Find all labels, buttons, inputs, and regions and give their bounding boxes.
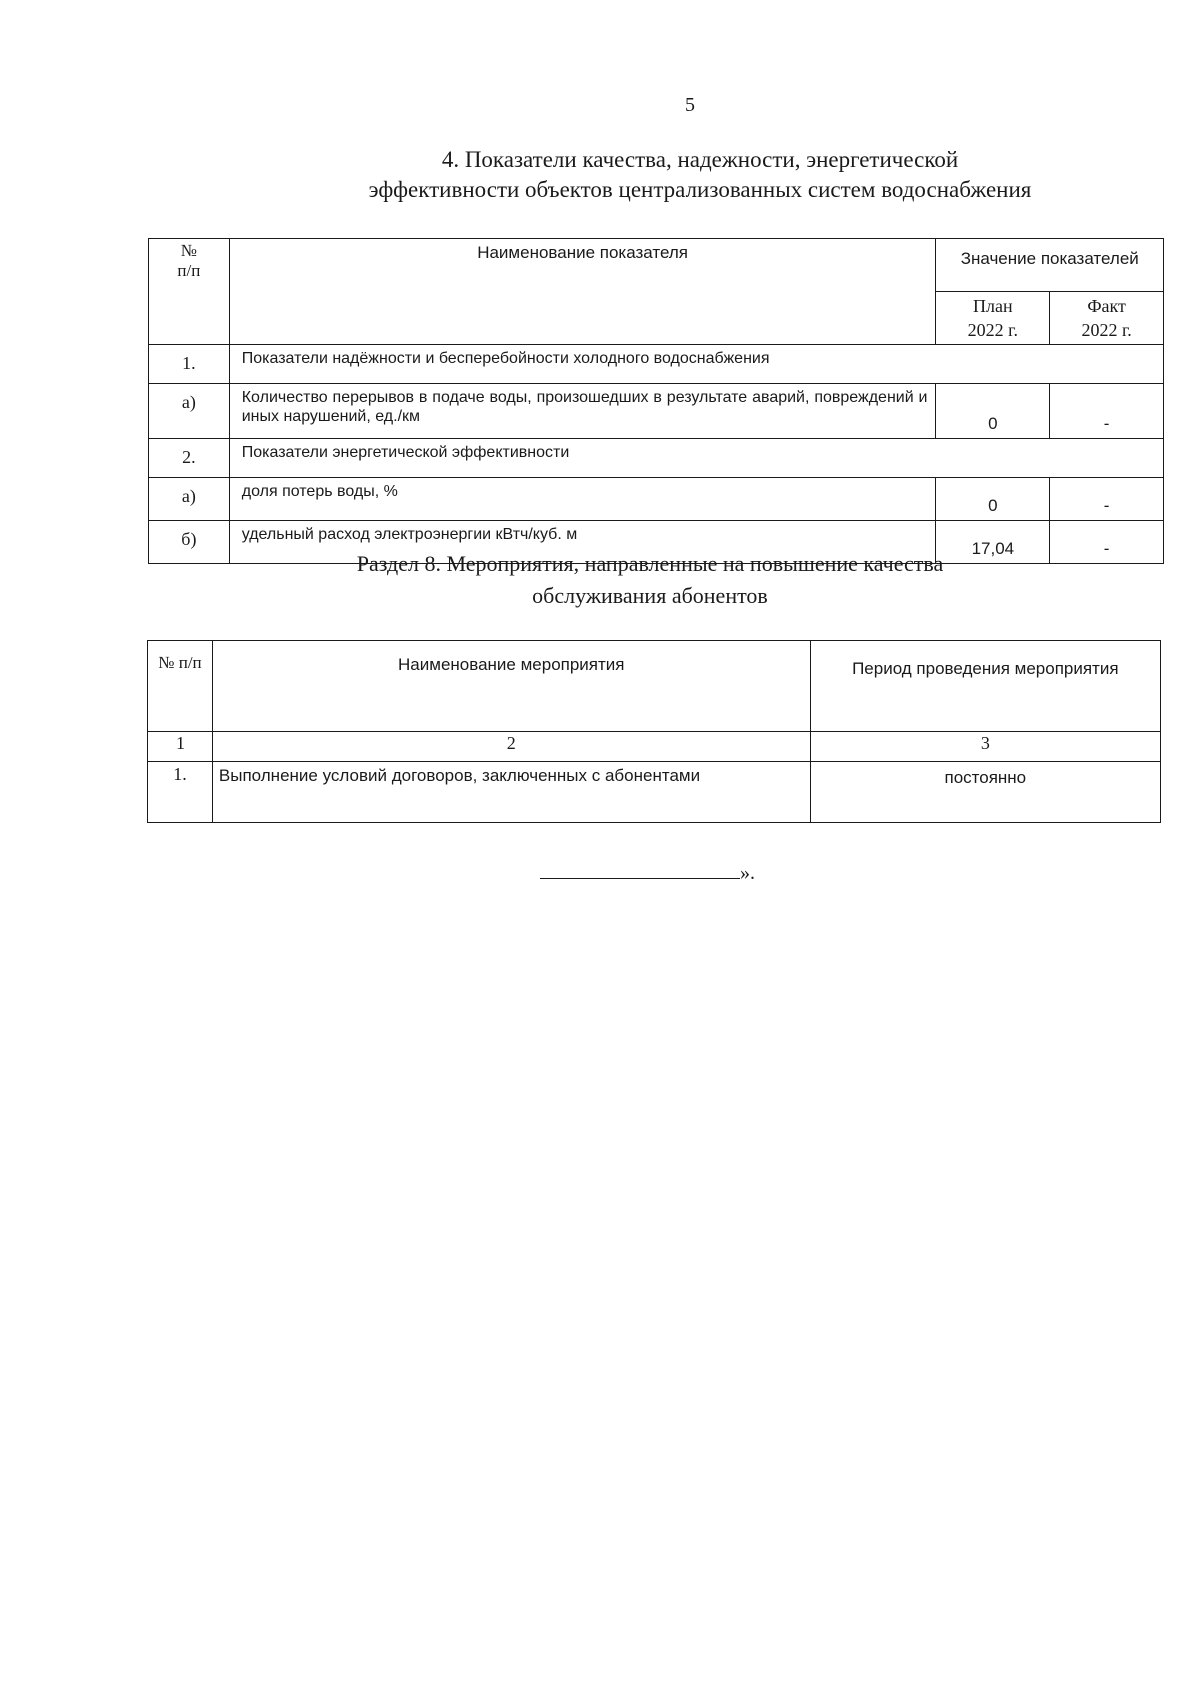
- table-row: [149, 384, 1164, 439]
- table-row: [149, 345, 1164, 384]
- header-indicator-values: Значение показателей: [936, 239, 1164, 292]
- row-name: Количество перерывов в подаче воды, произошедших в результате аварий, повреждений и иных нарушений, ед./км: [229, 384, 936, 439]
- signature-blank: [540, 860, 740, 879]
- header-plan: План 2022 г.: [936, 292, 1050, 345]
- header-num: № п/п: [148, 641, 213, 732]
- measures-table: [147, 640, 1161, 823]
- row-num: 1.: [149, 345, 230, 384]
- row-num: а): [149, 384, 230, 439]
- header-measure-name: Наименование мероприятия: [212, 641, 810, 732]
- row-name: доля потерь воды, %: [229, 478, 936, 521]
- header-indicator-name: Наименование показателя: [229, 239, 936, 345]
- section4-title-line2: эффективности объектов централизованных систем водоснабжения: [368, 177, 1032, 202]
- closing-quote: ».: [740, 862, 755, 884]
- row-num: 1.: [148, 762, 213, 823]
- section8-title: [150, 548, 1150, 612]
- column-index: 3: [810, 732, 1160, 762]
- row-fact-value: -: [1050, 384, 1164, 439]
- row-num: б): [149, 521, 230, 564]
- header-num: № п/п: [149, 239, 230, 345]
- section4-title-line1: 4. Показатели качества, надежности, энергетической: [441, 147, 959, 172]
- table-row: [149, 478, 1164, 521]
- column-index: 1: [148, 732, 213, 762]
- row-section-name: Показатели надёжности и бесперебойности холодного водоснабжения: [229, 345, 1163, 384]
- row-plan-value: 0: [936, 478, 1050, 521]
- table-row: [149, 439, 1164, 478]
- row-measure-name: Выполнение условий договоров, заключенных с абонентами: [212, 762, 810, 823]
- table-row: [148, 762, 1161, 823]
- row-fact-value: -: [1050, 478, 1164, 521]
- row-fact-value: -: [1050, 521, 1164, 564]
- row-section-name: Показатели энергетической эффективности: [229, 439, 1163, 478]
- row-plan-value: 0: [936, 384, 1050, 439]
- row-plan-value: 17,04: [936, 521, 1050, 564]
- indicators-table: [148, 238, 1164, 564]
- row-num: а): [149, 478, 230, 521]
- section8-title-line1: Раздел 8. Мероприятия, направленные на повышение качества: [356, 551, 944, 576]
- row-num: 2.: [149, 439, 230, 478]
- row-name: удельный расход электроэнергии кВтч/куб. м: [229, 521, 936, 564]
- header-fact: Факт 2022 г.: [1050, 292, 1164, 345]
- section8-title-line2: обслуживания абонентов: [532, 583, 768, 608]
- closing-line: [540, 860, 755, 885]
- row-period: постоянно: [810, 762, 1160, 823]
- column-index: 2: [212, 732, 810, 762]
- header-period: Период проведения мероприятия: [810, 641, 1160, 732]
- section4-title: [200, 145, 1200, 205]
- page-number: 5: [685, 94, 695, 116]
